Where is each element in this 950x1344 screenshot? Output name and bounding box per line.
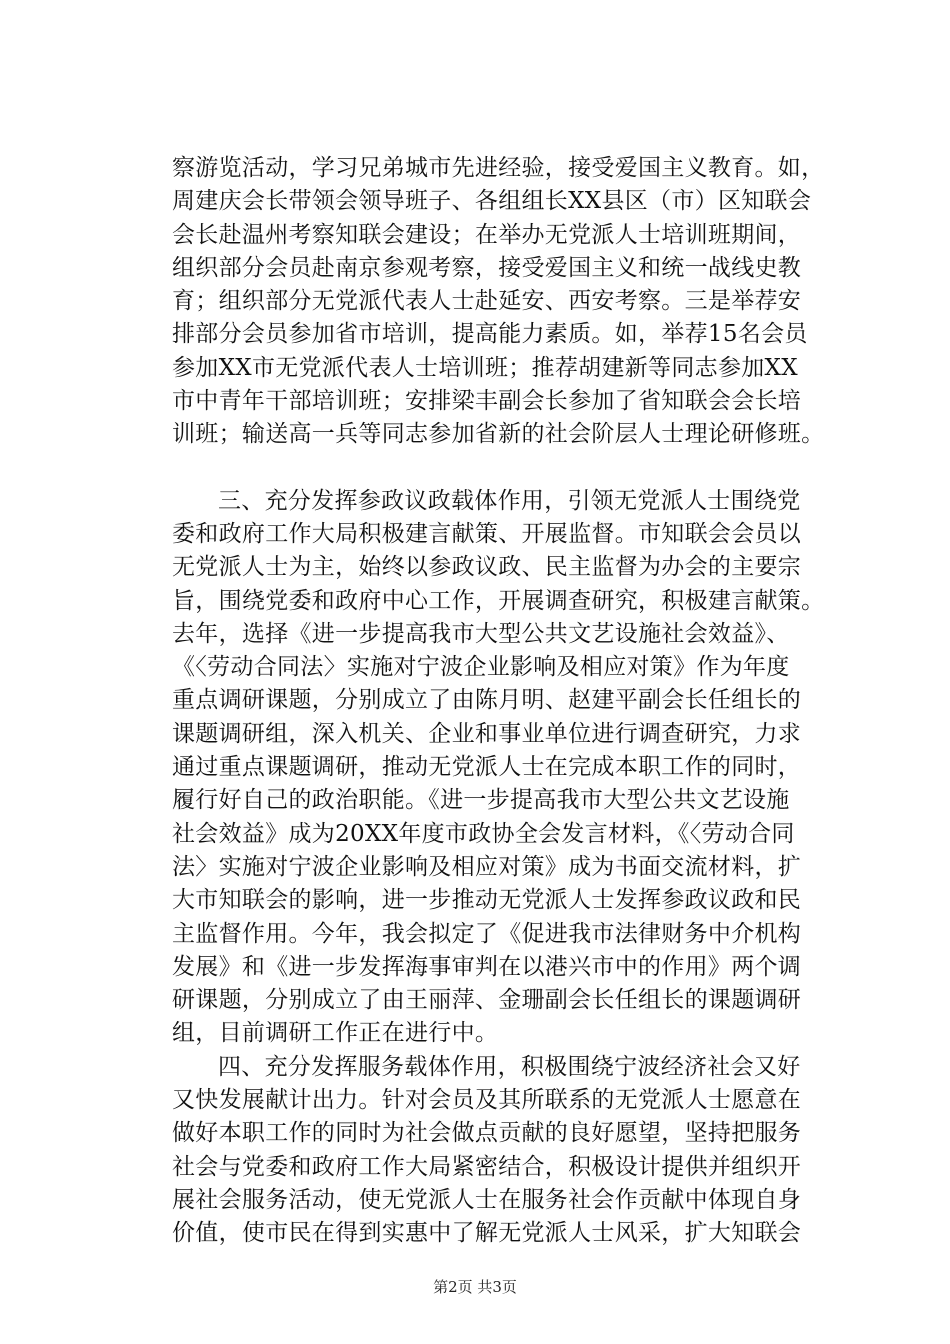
text-line: 又快发展献计出力。针对会员及其所联系的无党派人士愿意在: [172, 1087, 802, 1114]
text-line: 参加XX市无党派代表人士培训班；推荐胡建新等同志参加XX: [172, 354, 798, 381]
text-line: 法〉实施对宁波企业影响及相应对策》成为书面交流材料，扩: [172, 853, 802, 880]
paragraph-section-four: [172, 1051, 836, 1251]
paragraph-section-three: [172, 485, 836, 1051]
text-line: 市中青年干部培训班；安排梁丰副会长参加了省知联会会长培: [172, 388, 802, 415]
text-line: 组织部分会员赴南京参观考察，接受爱国主义和统一战线史教: [172, 254, 802, 281]
text-line: 大市知联会的影响，进一步推动无党派人士发挥参政议政和民: [172, 887, 802, 914]
page-number-footer: 第2页 共3页: [433, 1278, 517, 1296]
text-line: 三、充分发挥参政议政载体作用，引领无党派人士围绕党: [218, 487, 801, 514]
text-line: 研课题，分别成立了由王丽萍、金珊副会长任组长的课题调研: [172, 987, 802, 1014]
text-line: 做好本职工作的同时为社会做点贡献的良好愿望，坚持把服务: [172, 1120, 802, 1147]
text-line: 旨，围绕党委和政府中心工作，开展调查研究，积极建言献策。: [172, 587, 825, 614]
text-line: 课题调研组，深入机关、企业和事业单位进行调查研究，力求: [172, 720, 802, 747]
text-line: 《〈劳动合同法〉实施对宁波企业影响及相应对策》作为年度: [172, 654, 790, 681]
text-line: 训班；输送高一兵等同志参加省新的社会阶层人士理论研修班。: [172, 421, 825, 448]
text-line: 排部分会员参加省市培训，提高能力素质。如，举荐15名会员: [172, 321, 808, 348]
text-line: 主监督作用。今年，我会拟定了《促进我市法律财务中介机构: [172, 920, 802, 947]
text-line: 无党派人士为主，始终以参政议政、民主监督为办会的主要宗: [172, 554, 802, 581]
text-line: 组，目前调研工作正在进行中。: [172, 1020, 499, 1047]
document-body: [172, 152, 836, 1251]
text-line: 四、充分发挥服务载体作用，积极围绕宁波经济社会又好: [218, 1053, 801, 1080]
text-line: 价值，使市民在得到实惠中了解无党派人士风采，扩大知联会: [172, 1220, 802, 1247]
paragraph-continuation: [172, 152, 836, 452]
text-line: 会长赴温州考察知联会建设；在举办无党派人士培训班期间，: [172, 221, 802, 248]
text-line: 察游览活动，学习兄弟城市先进经验，接受爱国主义教育。如，: [172, 155, 825, 181]
text-line: 委和政府工作大局积极建言献策、开展监督。市知联会会员以: [172, 520, 802, 547]
text-line: 通过重点课题调研，推动无党派人士在完成本职工作的同时，: [172, 754, 802, 781]
text-line: 育；组织部分无党派代表人士赴延安、西安考察。三是举荐安: [172, 288, 802, 315]
text-line: 展社会服务活动，使无党派人士在服务社会作贡献中体现自身: [172, 1186, 802, 1213]
text-line: 重点调研课题，分别成立了由陈月明、赵建平副会长任组长的: [172, 687, 802, 714]
text-line: 周建庆会长带领会领导班子、各组组长XX县区（市）区知联会: [172, 188, 812, 215]
text-line: 社会效益》成为20XX年度市政协全会发言材料，《〈劳动合同: [172, 820, 795, 847]
text-line: 去年，选择《进一步提高我市大型公共文艺设施社会效益》、: [172, 620, 790, 647]
paragraph-spacer: [172, 452, 836, 485]
text-line: 发展》和《进一步发挥海事审判在以港兴市中的作用》两个调: [172, 953, 802, 980]
text-line: 履行好自己的政治职能。《进一步提高我市大型公共文艺设施: [172, 787, 790, 814]
text-line: 社会与党委和政府工作大局紧密结合，积极设计提供并组织开: [172, 1153, 802, 1180]
